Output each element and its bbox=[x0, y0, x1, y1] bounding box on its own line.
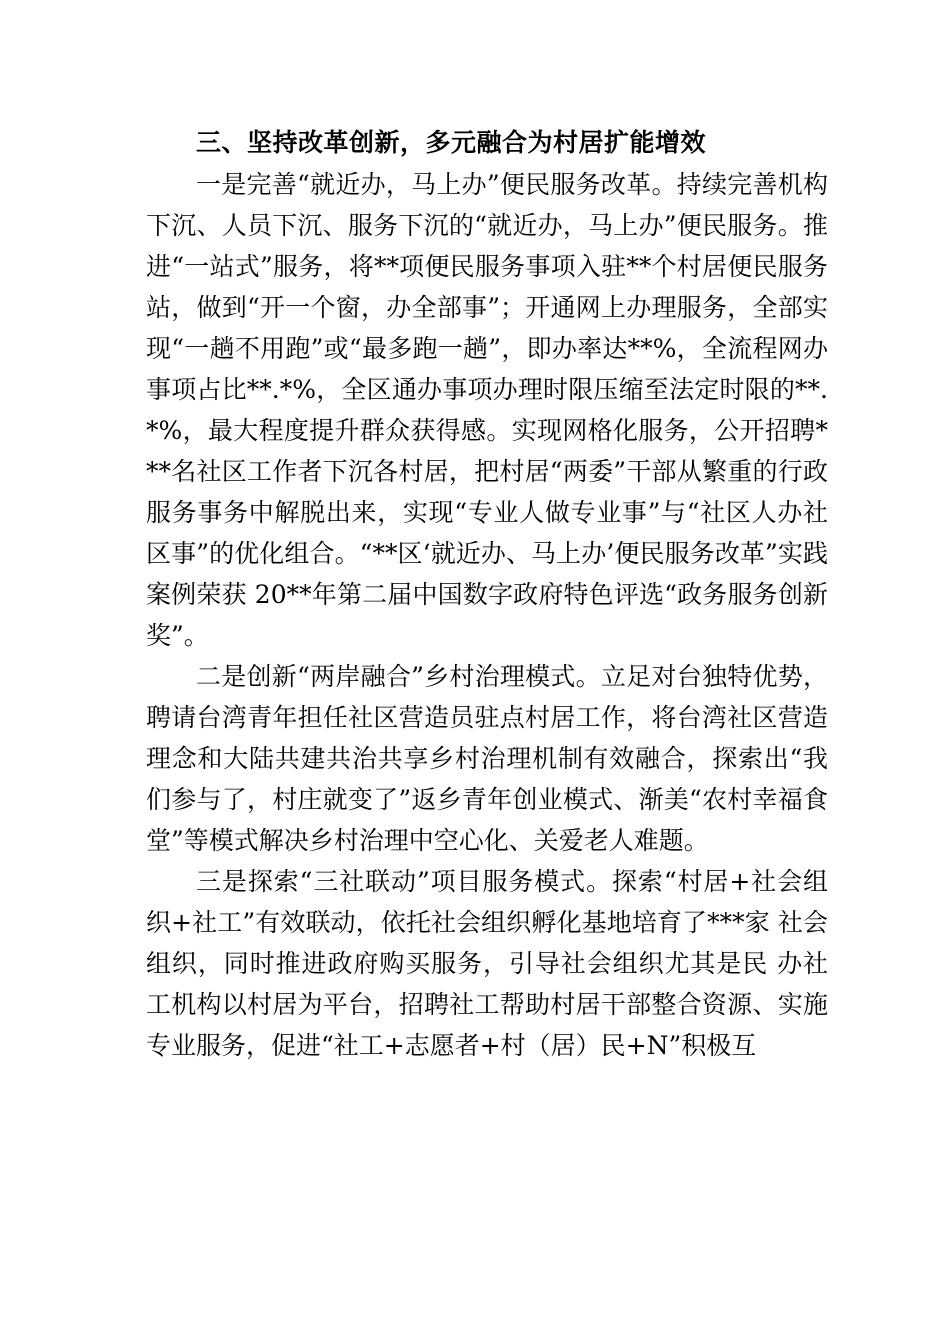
section-heading: 三、坚持改革创新，多元融合为村居扩能增效 bbox=[196, 128, 707, 157]
document-body bbox=[146, 122, 828, 1066]
paragraph-2: 二是创新“两岸融合”乡村治理模式。立足对台独特优势，聘请台湾青年担任社区营造员驻点村居工作，将台湾社区营造理念和大陆共建共治共享乡村治理机制有效融合，探索出“我们参与了，村庄就变了”返乡青年创业模式、渐美“农村幸福食堂”等模式解决乡村治理中空心化、关爱老人难题。 bbox=[146, 662, 828, 855]
paragraph-1: 一是完善“就近办，马上办”便民服务改革。持续完善机构下沉、人员下沉、服务下沉的“就近办，马上办”便民服务。推进“一站式”服务，将**项便民服务事项入驻**个村居便民服务站，做到“开一个窗，办全部事”；开通网上办理服务，全部实现“一趟不用跑”或“最多跑一趟”，即办率达**%，全流程网办事项占比**.*%，全区通办事项办理时限压缩至法定时限的**.*%，最大程度提升群众获得感。实现网格化服务，公开招聘***名社区工作者下沉各村居，把村居“两委”干部从繁重的行政服务事务中解脱出来，实现“专业人做专业事”与“社区人办社区事”的优化组合。“**区‘就近办、马上办’便民服务改革”实践案例荣获 20**年第二届中国数字政府特色评选“政务服务创新奖”。 bbox=[146, 170, 828, 650]
paragraph-3: 三是探索“三社联动”项目服务模式。探索“村居+社会组织+社工”有效联动，依托社会组织孵化基地培育了***家 社会组织，同时推进政府购买服务，引导社会组织尤其是民 办社工机构以村居为平台，招聘社工帮助村居干部整合资源、实施专业服务，促进“社工+志愿者+村（居）民+N”积极互 bbox=[146, 867, 828, 1060]
